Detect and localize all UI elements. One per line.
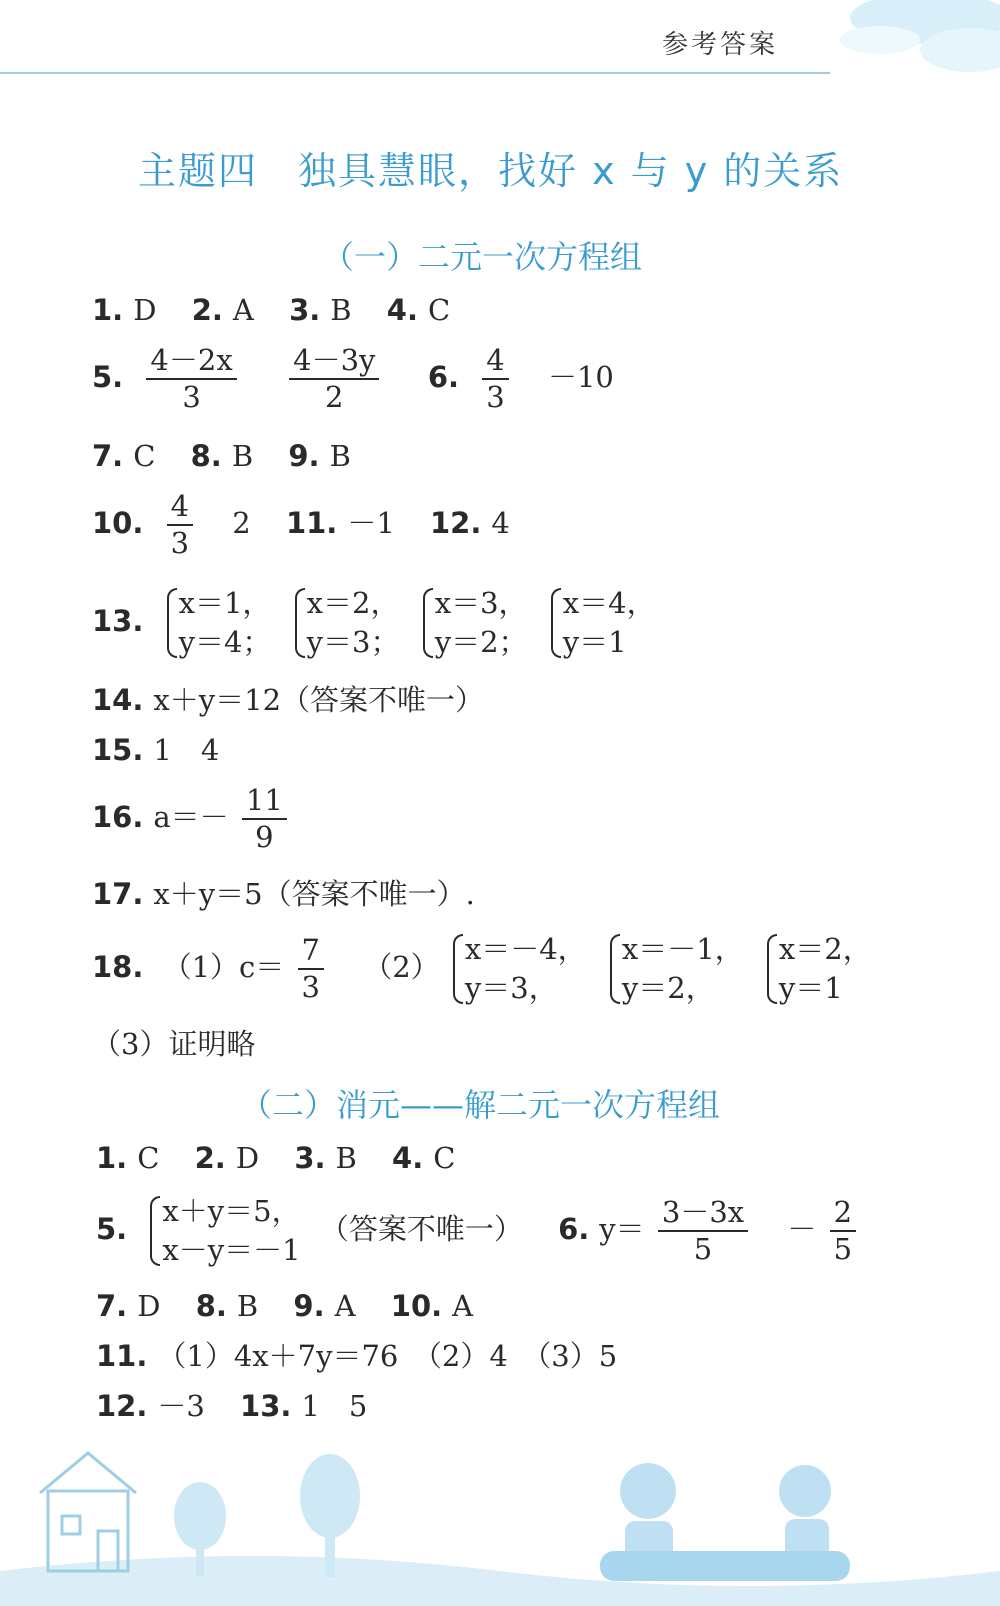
answer: D [235, 1141, 260, 1175]
q-number: 13. [92, 604, 144, 638]
answer-line-18-3 [92, 1027, 256, 1061]
answer: x＋y＝12（答案不唯一） [153, 683, 485, 717]
q-number: 3. [294, 1141, 326, 1175]
q-number: 9. [293, 1289, 325, 1323]
answer: B [329, 439, 351, 473]
q-number: 8. [190, 439, 222, 473]
footer-illustration [0, 1421, 1000, 1606]
q-number: 9. [288, 439, 320, 473]
q-number: 1. [92, 293, 124, 327]
answer: 1 5 [301, 1389, 368, 1423]
answer: 2 [232, 506, 251, 540]
answer: B [236, 1289, 259, 1323]
answer: 1 4 [153, 733, 220, 767]
part-label: （2） [363, 950, 440, 984]
fraction: $\frac{4-2x}{3}$ [146, 346, 236, 412]
q-number: 6. [558, 1212, 590, 1246]
answer: x＋y＝5（答案不唯一）. [153, 877, 475, 911]
q-number: 5. [96, 1212, 128, 1246]
header-rule [0, 72, 830, 74]
answer: c＝ [239, 950, 285, 984]
answer: B [335, 1141, 357, 1175]
q-number: 2. [194, 1141, 226, 1175]
answer: （1）4x＋7y＝76 （2）4 （3）5 [157, 1339, 618, 1373]
answer-line-13 [92, 584, 666, 662]
q-number: 4. [392, 1141, 424, 1175]
q-number: 7. [96, 1289, 128, 1323]
q-number: 12. [429, 506, 482, 540]
answer-line-7-9 [92, 439, 351, 473]
q-number: 16. [92, 800, 144, 834]
answer: C [133, 439, 156, 473]
q-number: 17. [92, 877, 144, 911]
answer-line-s2-11 [96, 1339, 618, 1373]
equation-system: x＝3， y＝2； [419, 584, 528, 662]
fraction: $\frac{11}{9}$ [242, 786, 287, 852]
answer: B [231, 439, 254, 473]
chapter-title: 主题四 独具慧眼，找好 x 与 y 的关系 [138, 149, 844, 193]
q-number: 11. [285, 506, 338, 540]
answer: － [787, 1212, 817, 1246]
q-number: 2. [191, 293, 223, 327]
answer-line-16 [92, 783, 291, 854]
equation-system: x＝1， y＝4； [163, 584, 272, 662]
q-number: 4. [386, 293, 418, 327]
answer: C [433, 1141, 456, 1175]
equation-system: x＋y＝5， x－y＝－1 [146, 1192, 300, 1270]
equation-system: x＝－4， y＝3， [449, 930, 587, 1008]
equation-system: x＝－1， y＝2， [606, 930, 744, 1008]
section-title-2: （二）消元——解二元一次方程组 [240, 1086, 721, 1124]
equation-system: x＝2， y＝3； [291, 584, 400, 662]
q-number: 10. [390, 1289, 443, 1323]
answer: －3 [157, 1389, 205, 1423]
q-number: 14. [92, 683, 144, 717]
equation-system: x＝4， y＝1 [547, 584, 656, 662]
running-head: 参考答案 [662, 30, 779, 60]
fraction: $\frac{4-3y}{2}$ [289, 346, 379, 412]
q-number: 1. [96, 1141, 128, 1175]
answer: A [452, 1289, 474, 1323]
fraction: $\frac{4}{3}$ [482, 346, 508, 412]
q-number: 18. [92, 950, 144, 984]
answer: a＝－ [153, 800, 229, 834]
q-number: 7. [92, 439, 124, 473]
house-icon [40, 1453, 136, 1571]
answer-line-10-12 [92, 489, 510, 560]
q-number: 8. [195, 1289, 227, 1323]
part-label: （1） [162, 950, 240, 984]
answer: －1 [347, 506, 395, 540]
header-cloud-decoration [810, 0, 1000, 90]
note: （答案不唯一） [319, 1212, 523, 1246]
q-number: 10. [92, 506, 144, 540]
answer-line-1-4 [92, 293, 451, 327]
answer-line-14 [92, 683, 485, 717]
answer: C [428, 293, 451, 327]
answer-line-18 [92, 930, 882, 1008]
answer-line-17 [92, 877, 475, 911]
q-number: 15. [92, 733, 144, 767]
answer: D [133, 293, 157, 327]
answer: B [330, 293, 352, 327]
fraction: $\frac{2}{5}$ [830, 1198, 856, 1264]
answer-line-s2-7-10 [96, 1289, 474, 1323]
q-number: 5. [92, 360, 124, 394]
q-number: 12. [96, 1389, 148, 1423]
fraction: $\frac{7}{3}$ [298, 936, 324, 1002]
answer: A [232, 293, 254, 327]
answer: y＝ [599, 1212, 645, 1246]
answer: （3）证明略 [92, 1027, 256, 1061]
q-number: 3. [289, 293, 321, 327]
answer: C [137, 1141, 160, 1175]
answer: 4 [491, 506, 510, 540]
answer-line-s2-5-6 [96, 1192, 860, 1270]
answer-line-s2-12-13 [96, 1389, 368, 1423]
fraction: $\frac{3-3x}{5}$ [658, 1198, 748, 1264]
section-title-1: （一）二元一次方程组 [322, 238, 643, 276]
fraction: $\frac{4}{3}$ [167, 492, 193, 558]
answer-line-s2-1-4 [96, 1141, 456, 1175]
children-reading-icon [600, 1463, 850, 1581]
answer-line-5-6 [92, 343, 614, 414]
answer: A [334, 1289, 356, 1323]
answer: D [137, 1289, 161, 1323]
equation-system: x＝2， y＝1 [763, 930, 872, 1008]
q-number: 13. [240, 1389, 292, 1423]
answer: －10 [547, 360, 614, 394]
q-number: 6. [427, 360, 460, 394]
q-number: 11. [96, 1339, 148, 1373]
answer-line-15 [92, 733, 220, 767]
